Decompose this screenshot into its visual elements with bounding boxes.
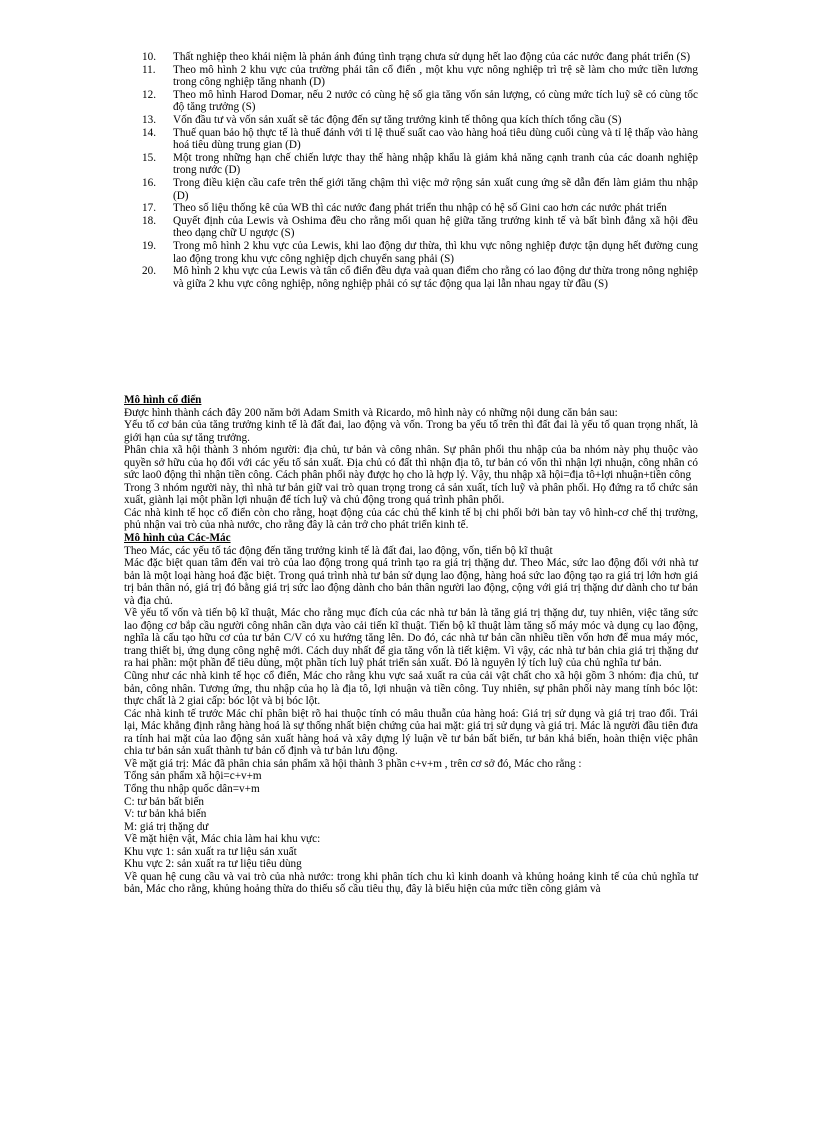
paragraph: Mác đặc biệt quan tâm đến vai trò của lao động trong quá trình tạo ra giá trị thặng dư. Theo Mác, sức lao động đối với nhà tư bản là một loại hàng hoá đặc biệt. Trong quá trình nhà tư bản sử dụng lao động, hàng hoá sức lao động tạo ra giá trị lớn hơn giá trị bản thân nó, giá trị đó bằng giá trị sức lao động dành cho bản thân người lao động, cộng với giá trị thặng dư dành cho tư bản và địa chủ. <box>124 557 698 607</box>
paragraph: Cũng như các nhà kinh tế học cổ điển, Mác cho rằng khu vực saả xuất ra của cải vật chất cho xã hội gồm 3 nhóm: địa chủ, tư bản, công nhân. Tương ứng, thu nhập của họ là địa tô, lợi nhuận và tiền công. Tuy nhiên, sự phân phối này mang tính bóc lột: thực chất là 2 giai cấp: bóc lột và bị bóc lột. <box>124 670 698 708</box>
list-number: 18. <box>142 214 156 227</box>
paragraph: V: tư bản khả biến <box>124 808 207 821</box>
paragraph: Về quan hệ cung cầu và vai trò của nhà nước: trong khi phân tích chu kì kinh doanh và khủng hoảng kinh tế của chủ nghĩa tư bản, Mác cho rằng, khủng hoảng thừa do thiếu số cầu tiêu thụ, đây là biểu hiện của mức tiền công giảm và <box>124 870 698 896</box>
paragraph: M: giá trị thặng dư <box>124 820 209 833</box>
list-item <box>142 202 698 215</box>
paragraph: Được hình thành cách đây 200 năm bởi Adam Smith và Ricardo, mô hình này có những nội dung căn bản sau: <box>124 406 618 419</box>
list-number: 17. <box>142 202 156 215</box>
paragraph: Tổng sản phẩm xã hội=c+v+m <box>124 770 262 783</box>
paragraph: Về mặt giá trị: Mác đã phân chia sản phẩm xã hội thành 3 phần c+v+m , trên cơ sở đó, Mác cho rằng : <box>124 757 582 770</box>
paragraph: Trong 3 nhóm người này, thì nhà tư bản giữ vai trò quan trọng trong cả sản xuất, tích luỹ và phân phối. Họ đứng ra tổ chức sản xuất, giành lại một phần lợi nhuận để tích luỹ và chủ động trong quá trình phân phối. <box>124 481 698 507</box>
list-item <box>142 215 698 240</box>
list-text: Thất nghiệp theo khái niệm là phản ánh đúng tình trạng chưa sử dụng hết lao động của các nước đang phát triển (S) <box>173 51 691 63</box>
paragraph: Về yếu tố vốn và tiến bộ kĩ thuật, Mác cho rằng mục đích của các nhà tư bản là tăng giá trị thặng dư, tuy nhiên, việc tăng sức lao động cơ bắp cầu người công nhân cần dựa vào cải tiến kĩ thuật. Tiến bộ kĩ thuật làm tăng số máy móc và dụng cụ lao động, nghĩa là cấu tạo hữu cơ của tư bản C/V có xu hướng tăng lên. Do đó, các nhà tư bản cần nhiều tiền vốn hơn để mua máy móc, trang thiết bị, ứng dụng công nghệ mới. Cách duy nhất để gia tăng vốn là tiết kiệm. Vì vậy, các nhà tư bản chia giá trị thặng dư ra hai phần: một phần để tiêu dùng, một phần tích luỹ phát triển sản xuất. Đó là nguyên lý tích luỹ của chủ nghĩa tư bản. <box>124 607 698 670</box>
list-item <box>142 265 698 290</box>
list-item <box>142 64 698 89</box>
list-item <box>142 240 698 265</box>
paragraph: Phân chia xã hội thành 3 nhóm người: địa chủ, tư bản và công nhân. Sự phân phối thu nhập của ba nhóm này phụ thuộc vào quyền sở hữu của họ đối với các yếu tố sản xuất. Địa chủ có đất thì nhận địa tô, tư bản có vốn thì nhận lợi nhuận, công nhân có sức lao0 động thì nhận tiền công. Cách phân phối này được họ cho là hợp lý. Vậy, thu nhập xã hội=địa tô+lợi nhuận+tiền công <box>124 444 698 482</box>
paragraph: Các nhà kinh tế học cổ điển còn cho rằng, hoạt động của các chủ thể kinh tế bị chi phối bởi bàn tay vô hình-cơ chế thị trường, phủ nhận vai trò của nhà nước, cho rằng đây là cản trở cho phát triển kinh tế. <box>124 506 698 532</box>
list-item <box>142 177 698 202</box>
list-number: 14. <box>142 126 156 139</box>
list-number: 12. <box>142 88 156 101</box>
list-number: 11. <box>142 63 156 76</box>
list-text: Theo mô hình 2 khu vực của trường phái tân cổ điển , một khu vực nông nghiệp trì trệ sẽ làm cho mức tiền lương trong công nghiệp tăng nhanh (D) <box>173 63 698 89</box>
list-item <box>142 89 698 114</box>
paragraph: Các nhà kinh tế trước Mác chỉ phân biệt rõ hai thuộc tính có mâu thuẫn của hàng hoá: Giá trị sử dụng và giá trị trao đổi. Trái lại, Mác khẳng định rằng hàng hoá là sự thống nhất biện chứng của hai mặt: giá trị sử dụng và giá trị. Mác là người đầu tiên đưa ra tính hai mặt của lao động sản xuất hàng hoá và xây dựng lý luận về tư bản bất biến, tư bản khả biến, hoàn thiện việc phân chia tư bản sản xuất thành tư bản cố định và tư bản lưu động. <box>124 707 698 758</box>
list-text: Mô hình 2 khu vực của Lewis và tân cổ điển đều dựa vaà quan điểm cho rằng có lao động dư thừa trong nông nghiệp và giữa 2 khu vực công nghiệp, nông nghiệp phải có sự tác động qua lại lẫn nhau ngay từ đầu (S) <box>173 265 698 290</box>
paragraph: Khu vực 1: sản xuất ra tư liệu sản xuất <box>124 845 297 858</box>
list-text: Một trong những hạn chế chiến lược thay thế hàng nhập khẩu là giảm khả năng cạnh tranh của các doanh nghiệp trong nước (D) <box>173 151 698 177</box>
section-heading-classical: Mô hình cổ điển <box>124 394 202 406</box>
list-item <box>142 127 698 152</box>
list-number: 10. <box>142 51 156 63</box>
list-text: Vốn đầu tư và vốn sản xuất sẽ tác động đến sự tăng trưởng kinh tế thông qua kích thích tổng cầu (S) <box>173 113 622 126</box>
list-number: 16. <box>142 176 156 189</box>
list-text: Theo mô hình Harod Domar, nếu 2 nước có cùng hệ số gia tăng vốn sản lượng, có cùng mức tích luỹ sẽ có cùng tốc độ tăng trưởng (S) <box>173 88 698 114</box>
paragraph: C: tư bản bất biến <box>124 795 205 808</box>
list-item <box>142 114 698 127</box>
list-item <box>142 51 698 64</box>
list-text: Trong điều kiện cầu cafe trên thế giới tăng chậm thì việc mở rộng sản xuất cung ứng sẽ dẫn đến làm giảm thu nhập (D) <box>173 176 698 202</box>
paragraph: Theo Mác, các yếu tố tác động đến tăng trưởng kinh tế là đất đai, lao động, vốn, tiến bộ kĩ thuật <box>124 544 553 557</box>
body-text <box>124 394 698 896</box>
paragraph: Về mặt hiện vật, Mác chia làm hai khu vực: <box>124 833 321 846</box>
list-number: 19. <box>142 239 156 252</box>
list-number: 13. <box>142 113 156 126</box>
paragraph: Khu vực 2: sản xuất ra tư liệu tiêu dùng <box>124 858 302 871</box>
section-heading-marx: Mô hình của Các-Mác <box>124 532 231 545</box>
numbered-list <box>142 51 698 290</box>
list-text: Thuế quan bảo hộ thực tế là thuế đánh với tỉ lệ thuế suất cao vào hàng hoá tiêu dùng cuối cùng và tỉ lệ thấp vào hàng hoá tiêu dùng trung gian (D) <box>173 126 698 152</box>
list-text: Quyết định của Lewis và Oshima đều cho rằng mối quan hệ giữa tăng trưởng kinh tế và bất bình đẳng xã hội đều theo dạng chữ U ngược (S) <box>173 214 698 240</box>
list-item <box>142 152 698 177</box>
paragraph: Tổng thu nhập quốc dân=v+m <box>124 782 260 795</box>
list-text: Trong mô hình 2 khu vực của Lewis, khi lao động dư thừa, thì khu vực nông nghiệp được tận dụng hết đường cung lao động trong khu vực công nghiệp dịch chuyển sang phải (S) <box>173 239 698 265</box>
list-text: Theo số liệu thống kê của WB thì các nước đang phát triển thu nhập có hệ số Gini cao hơn các nước phát triển <box>173 202 667 215</box>
paragraph: Yếu tố cơ bản của tăng trưởng kinh tế là đất đai, lao động và vốn. Trong ba yếu tố trên thì đất đai là yếu tố quan trọng nhất, là giới hạn của sự tăng trưởng. <box>124 419 698 444</box>
list-number: 20. <box>142 265 156 278</box>
list-number: 15. <box>142 151 156 164</box>
